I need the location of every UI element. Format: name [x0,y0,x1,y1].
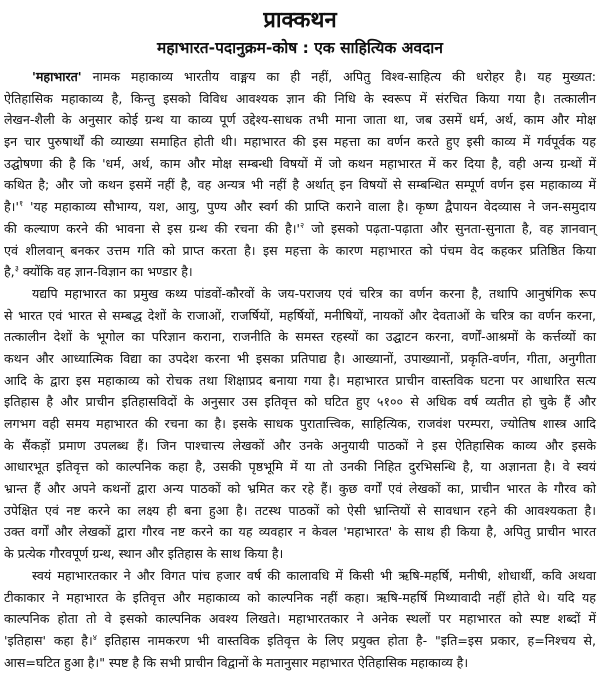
text-segment: उद्घोषणा की है कि 'धर्म, अर्थ, काम और मोक्ष सम्बन्धी विषयों में जो कथन महाभारत में कर दिया है, वही अन्य ग्रन्थों में [4,155,596,171]
text-segment: नामक महाकाव्य भारतीय वाङ्मय का ही नहीं, अपितु विश्व-साहित्य की धरोहर है। यह मुख्यत: [81,69,596,84]
text-line [4,66,596,88]
text-segment: उक्त वर्गों और लेखकों द्वारा गौरव नष्ट करने का यह व्यवहार न केवल 'महाभारत' के साथ ही किया है, अपितु प्राचीन भारत [4,524,596,540]
text-line [4,413,596,435]
text-line [4,109,596,131]
text-line [4,456,596,478]
text-line [4,391,596,413]
text-line [4,283,596,305]
text-segment: इतिहास है और प्राचीन इतिहासविदों के अनुसार उस इतिवृत्त को घटित हुए ५१०० से अधिक वर्ष व्यतीत हो चुके हैं और [4,394,596,410]
footnote-ref: २ [300,220,305,230]
text-segment: एवं शीलवान् बनकर उत्तम गति को प्राप्त करता है। इस महत्ता के कारण महाभारत को पंचम वेद कहकर प्रतिष्ठित किया [4,242,596,258]
text-line [4,240,596,262]
text-segment: जो इसको पढ़ता-पढ़ाता और सुनता-सुनाता है, वह ज्ञानवान् [304,220,596,236]
text-line [4,196,596,218]
text-segment: कथित है; और जो कथन इसमें नहीं है, वह अन्यत्र भी नहीं है अर्थात् इन विषयों से सम्बन्धित सम्पूर्ण वर्णन इस महाकाव्य में [4,177,596,193]
text-line [4,521,596,543]
text-segment: के सैंकड़ों प्रमाण उपलब्ध हैं। जिन पाश्चात्त्य लेखकों और उनके अनुयायी पाठकों ने इस ऐतिहासिक काव्य और इसके [4,437,596,453]
text-line [4,435,596,457]
text-line [4,153,596,175]
text-line [4,88,596,110]
text-segment: आस=घटित हुआ है।" स्पष्ट है कि सभी प्राचीन विद्वानों के मतानुसार महाभारत ऐतिहासिक महाकाव्य है। [4,654,469,670]
text-segment: के प्रत्येक गौरवपूर्ण ग्रन्थ, स्थान और इतिहास के साथ किया है। [4,546,284,562]
section-subtitle: महाभारत-पदानुक्रम-कोष : एक साहित्यिक अवदान [157,39,443,57]
text-segment: से भारत एवं भारत से सम्बद्ध देशों के राजाओं, राजर्षियों, महर्षियों, मनीषियों, नायकों और देवताओं के चरित्र का वर्णन करना, [4,307,596,323]
text-line [4,565,596,587]
text-segment: लेखन-शैली के अनुसार कोई ग्रन्थ या काव्य पूर्ण उद्देश्य-साधक तभी माना जाता था, जब उसमें धर्म, अर्थ, काम और मोक्ष [4,112,596,128]
text-segment: तत्कालीन देशों के भूगोल का परिज्ञान कराना, राजनीति के समस्त रहस्यों का उद्घाटन करना, वर्णों-आश्रमों के कर्त्तव्यों का [4,329,596,345]
emphasized-text: 'महाभारत' [32,69,82,84]
text-segment: कथन और आध्यात्मिक विद्या का उपदेश करना भी इसका प्रतिपाद्य है। आख्यानों, उपाख्यानों, प्रकृति-वर्णन, गीता, अनुगीता [4,350,596,366]
paragraph [4,565,596,673]
document-body [4,66,596,673]
text-segment: 'इतिहास' कहा है। [4,632,93,648]
text-segment: इतिहास नामकरण भी वास्तविक इतिवृत्त के लिए प्रयुक्त होता है- "इति=इस प्रकार, ह=निश्चय से, [96,632,596,648]
text-line [4,218,596,240]
paragraph [4,283,596,565]
text-segment: इन चार पुरुषार्थों की व्याख्या समाहित होती थी। महाभारत की इस महत्ता का वर्णन करते हुए इसी काव्य में गर्वपूर्वक यह [4,134,596,150]
text-segment: लगभग वही समय महाभारत की रचना का है। इसके साधक पुरातात्त्विक, साहित्यिक, राजवंश परम्परा, ज्योतिष शास्त्र आदि [4,416,596,431]
text-line [4,261,596,283]
text-segment: है।' [4,199,19,215]
text-segment: उपेक्षित एवं नष्ट करने का लक्ष्य ही बना हुआ है। तटस्थ पाठकों को ऐसी भ्रान्तियों से सावधान रहने की आवश्यकता है। [4,502,596,518]
text-line [4,305,596,327]
text-line [4,543,596,565]
text-segment: ऐतिहासिक महाकाव्य है, किन्तु इसको विविध आवश्यक ज्ञान की निधि के स्वरूप में संरचित किया गया है। तत्कालीन [4,90,596,106]
text-line [4,630,596,652]
text-segment: काल्पनिक होता तो वे इसको काल्पनिक अवश्य लिखते। महाभारतकार ने अनेक स्थलों पर महाभारत को स्पष्ट शब्दों में [4,611,596,627]
text-line [4,131,596,153]
text-line [4,587,596,609]
text-line [4,478,596,500]
text-segment: स्वयं महाभारतकार ने और विगत पांच हजार वर्ष की कालावधि में किसी भी ऋषि-महर्षि, मनीषी, शोधार्थी, कवि अथवा [32,567,596,583]
page-title: प्राक्कथन [263,8,337,33]
footnote-ref: १ [18,198,24,208]
text-line [4,500,596,522]
text-line [4,326,596,348]
text-segment: आधारभूत इतिवृत्त को काल्पनिक कहा है, उसकी पृष्ठभूमि में या तो उनकी निहित दुरभिसन्धि है, या अज्ञानता है। वे स्वयं [4,459,596,475]
text-segment: भ्रान्त हैं और अपने कथनों द्वारा अन्य पाठकों को भ्रमित कर रहे हैं। कुछ वर्गों एवं लेखकों का, प्राचीन भारत के गौरव को [4,481,596,497]
text-segment: 'यह महाकाव्य सौभाग्य, यश, आयु, पुण्य और स्वर्ग की प्राप्ति कराने वाला है। कृष्ण द्वैपायन वेदव्यास ने जन-समुदाय [23,199,596,215]
text-line [4,348,596,370]
text-segment: यद्यपि महाभारत का प्रमुख कथ्य पांडवों-कौरवों के जय-पराजय एवं चरित्र का वर्णन करना है, तथापि आनुषंगिक रूप [32,285,596,301]
footnote-ref: ३ [14,264,19,273]
text-segment: क्योंकि वह ज्ञान-विज्ञान का भण्डार है। [18,264,193,280]
paragraph [4,66,596,283]
footnote-ref: ४ [92,632,97,642]
text-line [4,608,596,630]
text-segment: है, [4,264,15,280]
text-line [4,370,596,392]
text-segment: टीकाकार ने महाभारत के इतिवृत्त और महाकाव्य को काल्पनिक नहीं कहा। ऋषि-महर्षि मिथ्यावादी नहीं होते थे। यदि यह [4,589,596,605]
text-segment: आदि के द्वारा इस महाकाव्य को रोचक तथा शिक्षाप्रद बनाया गया है। महाभारत प्राचीन वास्तविक घटना पर आधारित सत्य [4,372,596,388]
text-line [4,174,596,196]
text-segment: की कल्याण करने की भावना से इस ग्रन्थ की रचना की है।' [4,220,301,236]
text-line [4,652,596,673]
